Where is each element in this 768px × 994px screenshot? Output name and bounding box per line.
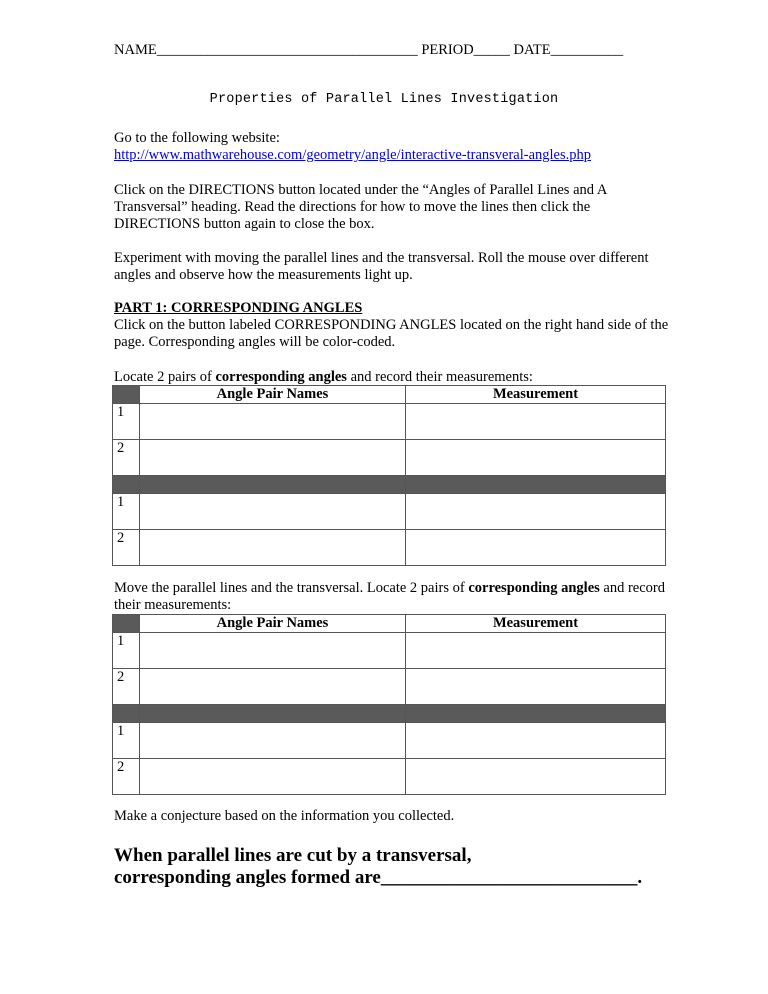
corresponding-angles-table-1 <box>112 385 666 566</box>
part1-heading: PART 1: CORRESPONDING ANGLES <box>114 300 363 316</box>
table-row <box>113 759 666 795</box>
table-row <box>113 440 666 476</box>
separator-cell <box>113 476 140 494</box>
measurement-cell[interactable] <box>406 723 666 759</box>
name-period-date-line: NAME____________________________________ PERIOD_____ DATE__________ <box>114 42 624 58</box>
website-link[interactable]: http://www.mathwarehouse.com/geometry/angle/interactive-transveral-angles.php <box>114 147 591 163</box>
table1-prompt-bold: corresponding angles <box>215 369 347 385</box>
measurement-cell[interactable] <box>406 530 666 566</box>
conclusion-line-1: When parallel lines are cut by a transversal, <box>114 845 472 866</box>
measurement-cell[interactable] <box>406 633 666 669</box>
measurement-cell[interactable] <box>406 494 666 530</box>
table2-prompt <box>114 580 674 614</box>
angle-pair-name-cell[interactable] <box>140 404 406 440</box>
header-measurement: Measurement <box>406 386 666 404</box>
header-corner-cell <box>113 615 140 633</box>
table-row <box>113 494 666 530</box>
page-title: Properties of Parallel Lines Investigation <box>209 92 559 107</box>
table-row <box>113 530 666 566</box>
table1-prompt-post: and record their measurements: <box>346 369 533 385</box>
table-header-row <box>113 615 666 633</box>
row-label: 1 <box>113 723 140 759</box>
header-corner-cell <box>113 386 140 404</box>
conclusion-statement <box>114 845 642 889</box>
row-label: 1 <box>113 494 140 530</box>
part1-block <box>114 300 674 351</box>
table1-prompt-pre: Locate 2 pairs of <box>114 369 216 385</box>
table-row <box>113 633 666 669</box>
header-measurement: Measurement <box>406 615 666 633</box>
row-label: 2 <box>113 669 140 705</box>
measurement-cell[interactable] <box>406 440 666 476</box>
separator-cell <box>113 705 140 723</box>
corresponding-angles-table-2 <box>112 614 666 795</box>
row-label: 1 <box>113 404 140 440</box>
separator-cell <box>140 476 406 494</box>
angle-pair-name-cell[interactable] <box>140 530 406 566</box>
separator-cell <box>406 476 666 494</box>
row-label: 1 <box>113 633 140 669</box>
directions-paragraph: Click on the DIRECTIONS button located under the “Angles of Parallel Lines and A Transversal” heading. Read the directions for how to move the lines then click the DIRECTIONS button again to close the box. <box>114 182 607 232</box>
table-row <box>113 669 666 705</box>
table2-prompt-bold: corresponding angles <box>468 580 600 596</box>
table1-prompt <box>114 369 674 386</box>
table2-prompt-pre: Move the parallel lines and the transversal. Locate 2 pairs of <box>114 580 469 596</box>
conjecture-prompt: Make a conjecture based on the information you collected. <box>114 808 455 824</box>
row-label: 2 <box>113 759 140 795</box>
intro-block <box>114 130 674 164</box>
measurement-cell[interactable] <box>406 759 666 795</box>
angle-pair-name-cell[interactable] <box>140 669 406 705</box>
measurement-cell[interactable] <box>406 404 666 440</box>
goto-text: Go to the following website: <box>114 130 280 146</box>
separator-row <box>113 476 666 494</box>
table-header-row <box>113 386 666 404</box>
table-row <box>113 723 666 759</box>
separator-cell <box>140 705 406 723</box>
table2-prompt-post: and record their measurements: <box>114 580 666 613</box>
angle-pair-name-cell[interactable] <box>140 440 406 476</box>
measurement-cell[interactable] <box>406 669 666 705</box>
header-angle-pair-names: Angle Pair Names <box>140 615 406 633</box>
angle-pair-name-cell[interactable] <box>140 759 406 795</box>
separator-cell <box>406 705 666 723</box>
angle-pair-name-cell[interactable] <box>140 633 406 669</box>
part1-instructions: Click on the button labeled CORRESPONDING ANGLES located on the right hand side of the page. Corresponding angles will be color-coded. <box>114 317 669 350</box>
angle-pair-name-cell[interactable] <box>140 723 406 759</box>
separator-row <box>113 705 666 723</box>
row-label: 2 <box>113 440 140 476</box>
conclusion-line-2[interactable]: corresponding angles formed are___________________________. <box>114 867 643 888</box>
experiment-paragraph: Experiment with moving the parallel lines and the transversal. Roll the mouse over different angles and observe how the measurements light up. <box>114 250 649 283</box>
header-angle-pair-names: Angle Pair Names <box>140 386 406 404</box>
row-label: 2 <box>113 530 140 566</box>
angle-pair-name-cell[interactable] <box>140 494 406 530</box>
table-row <box>113 404 666 440</box>
